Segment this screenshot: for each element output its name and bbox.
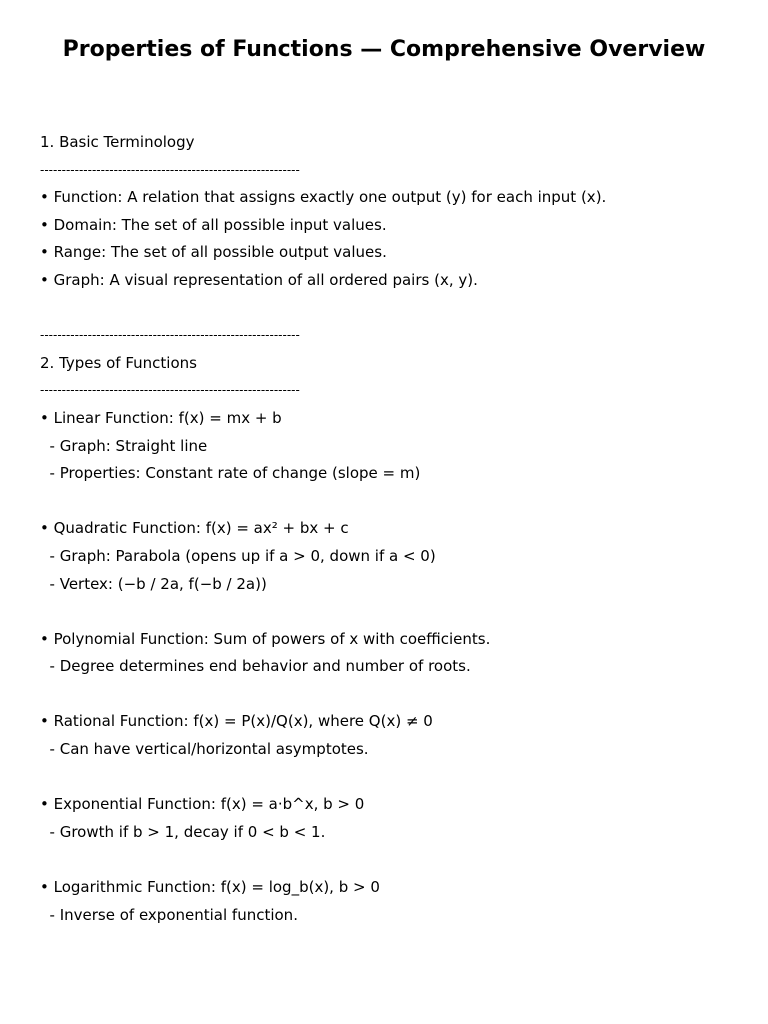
- section-heading: 2. Types of Functions: [40, 353, 197, 372]
- sub-item: - Graph: Straight line: [40, 436, 208, 455]
- bullet-item: • Domain: The set of all possible input values.: [40, 215, 387, 234]
- blank-line: [40, 681, 750, 709]
- document-body: [40, 129, 750, 929]
- bullet-item: • Exponential Function: f(x) = a·b^x, b > 0: [40, 795, 365, 814]
- blank-line: [40, 295, 750, 323]
- document-title: Properties of Functions — Comprehensive Overview: [62, 37, 706, 62]
- sub-item: - Graph: Parabola (opens up if a > 0, down if a < 0): [40, 546, 436, 565]
- bullet-item: • Quadratic Function: f(x) = ax² + bx + c: [40, 519, 349, 538]
- sub-item: - Properties: Constant rate of change (slope = m): [40, 464, 421, 483]
- sub-item: - Vertex: (−b / 2a, f(−b / 2a)): [40, 574, 267, 593]
- divider-rule: ------------------------------------------------------------: [40, 383, 300, 398]
- divider-rule: ------------------------------------------------------------: [40, 328, 300, 343]
- bullet-item: • Function: A relation that assigns exactly one output (y) for each input (x).: [40, 188, 607, 207]
- bullet-item: • Logarithmic Function: f(x) = log_b(x), b > 0: [40, 878, 380, 897]
- sub-item: - Degree determines end behavior and number of roots.: [40, 657, 471, 676]
- blank-line: [40, 598, 750, 626]
- sub-item: - Can have vertical/horizontal asymptotes.: [40, 740, 369, 759]
- blank-line: [40, 846, 750, 874]
- sub-item: - Inverse of exponential function.: [40, 905, 298, 924]
- bullet-item: • Linear Function: f(x) = mx + b: [40, 408, 282, 427]
- section-heading: 1. Basic Terminology: [40, 133, 195, 151]
- bullet-item: • Rational Function: f(x) = P(x)/Q(x), where Q(x) ≠ 0: [40, 712, 433, 731]
- bullet-item: • Range: The set of all possible output values.: [40, 243, 387, 262]
- sub-item: - Growth if b > 1, decay if 0 < b < 1.: [40, 822, 326, 841]
- bullet-item: • Graph: A visual representation of all ordered pairs (x, y).: [40, 270, 478, 289]
- bullet-item: • Polynomial Function: Sum of powers of x with coefficients.: [40, 629, 491, 648]
- divider-rule: ------------------------------------------------------------: [40, 162, 300, 177]
- blank-line: [40, 488, 750, 516]
- blank-line: [40, 764, 750, 792]
